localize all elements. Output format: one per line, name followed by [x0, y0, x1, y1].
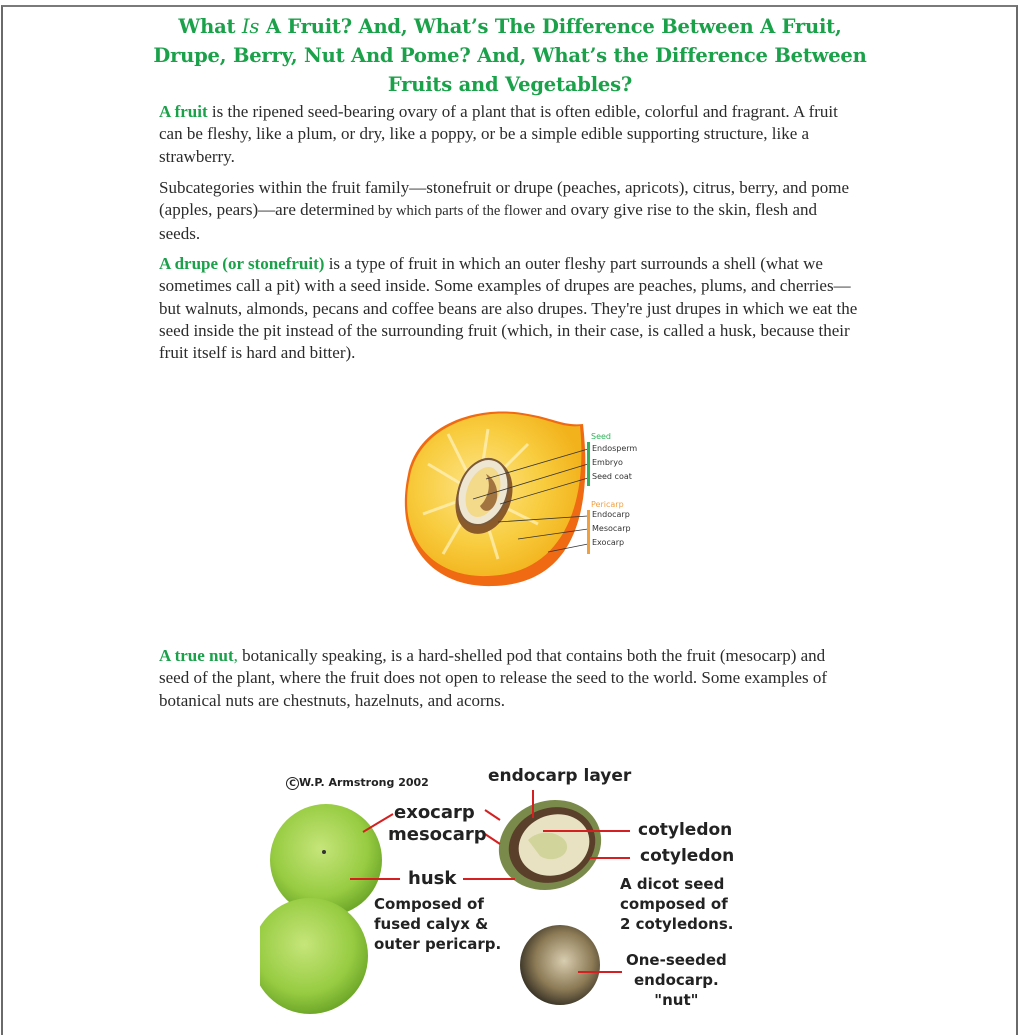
pericarp-label-endocarp: Endocarp [592, 510, 630, 519]
husk-label: husk [408, 868, 457, 889]
subcategories-small: ed by which parts of the flower and [360, 203, 567, 220]
copyright-text: W.P. Armstrong 2002 [299, 776, 429, 789]
pericarp-bracket [587, 510, 590, 554]
cotyledon-label-1: cotyledon [638, 820, 733, 840]
drupe-paragraph [159, 253, 859, 364]
mesocarp-label: mesocarp [388, 824, 487, 845]
title-italic: Is [241, 15, 260, 38]
nut-desc-line: One-seeded [626, 951, 727, 969]
subcategories-part-2: ovary give rise to the skin, flesh and seeds. [159, 200, 818, 243]
seed-label-embryo: Embryo [592, 458, 623, 467]
title-part-2: A Fruit? And, What’s The Difference Between A Fruit, Drupe, Berry, Nut And Pome? And, What’s the Difference Between Fruits and Vegetables? [153, 15, 867, 96]
husk-desc-line: Composed of [374, 895, 484, 913]
walnut-whole-top [270, 804, 382, 916]
fruit-body: is the ripened seed-bearing ovary of a plant that is often edible, colorful and fragrant. A fruit can be fleshy, like a plum, or dry, like a poppy, or be a simple edible supporting structure, like a strawberry. [159, 102, 838, 166]
dicot-desc-line: 2 cotyledons. [620, 915, 734, 933]
subcategories-paragraph [159, 177, 859, 245]
nut-desc-line: endocarp. [634, 971, 719, 989]
nut-body: botanically speaking, is a hard-shelled pod that contains both the fruit (mesocarp) and seed of the plant, where the fruit does not open to release the seed to the world. Some examples of botanical nuts are chestnuts, hazelnuts, and acorns. [159, 646, 827, 710]
page-title [150, 12, 870, 99]
husk-desc-line: fused calyx & [374, 915, 489, 933]
fruit-paragraph [159, 101, 859, 168]
drupe-diagram [388, 404, 648, 594]
dicot-desc-line: A dicot seed [620, 875, 725, 893]
cotyledon-label-2: cotyledon [640, 846, 735, 866]
pericarp-label-mesocarp: Mesocarp [592, 524, 631, 533]
nut-lead-comma: , [233, 646, 238, 665]
seed-label-seed-coat: Seed coat [592, 472, 632, 481]
walnut-whole-bottom [260, 898, 368, 1014]
pericarp-group-label: Pericarp [591, 500, 624, 509]
nut-description [626, 950, 727, 1010]
fruit-lead: A fruit [159, 102, 208, 121]
copyright-symbol: C [286, 777, 299, 790]
seed-group-label: Seed [591, 432, 611, 441]
copyright-label [286, 776, 429, 790]
seed-label-endosperm: Endosperm [592, 444, 638, 453]
dicot-description [620, 874, 733, 934]
husk-desc-line: outer pericarp. [374, 935, 502, 953]
pericarp-label-exocarp: Exocarp [592, 538, 625, 547]
walnut-nut [520, 925, 600, 1005]
exocarp-label: exocarp [394, 802, 475, 823]
dicot-desc-line: composed of [620, 895, 728, 913]
nut-paragraph [159, 645, 859, 712]
subcategories-part-1: Subcategories within the fruit family—stonefruit or drupe (peaches, apricots), citrus, berry, and pome (apples, pears)—are determin [159, 178, 850, 220]
drupe-lead: A drupe (or stonefruit) [159, 254, 325, 273]
endocarp-layer-label: endocarp layer [488, 766, 632, 786]
title-part-1: What [178, 15, 242, 38]
drupe-body: is a type of fruit in which an outer fleshy part surrounds a shell (what we sometimes call a pit) with a seed inside. Some examples of drupes are peaches, plums, and cherries—but walnuts, almonds, pecans and coffee beans are also drupes. They're just drupes in which we eat the seed inside the pit instead of the surrounding fruit (which, in their case, is called a husk, because their fruit itself is hard and bitter). [159, 254, 858, 363]
husk-description [374, 894, 501, 954]
seed-bracket [587, 442, 590, 486]
nut-lead: A true nut [159, 646, 234, 665]
walnut-diagram [260, 760, 760, 1024]
nut-desc-line: "nut" [654, 991, 699, 1009]
